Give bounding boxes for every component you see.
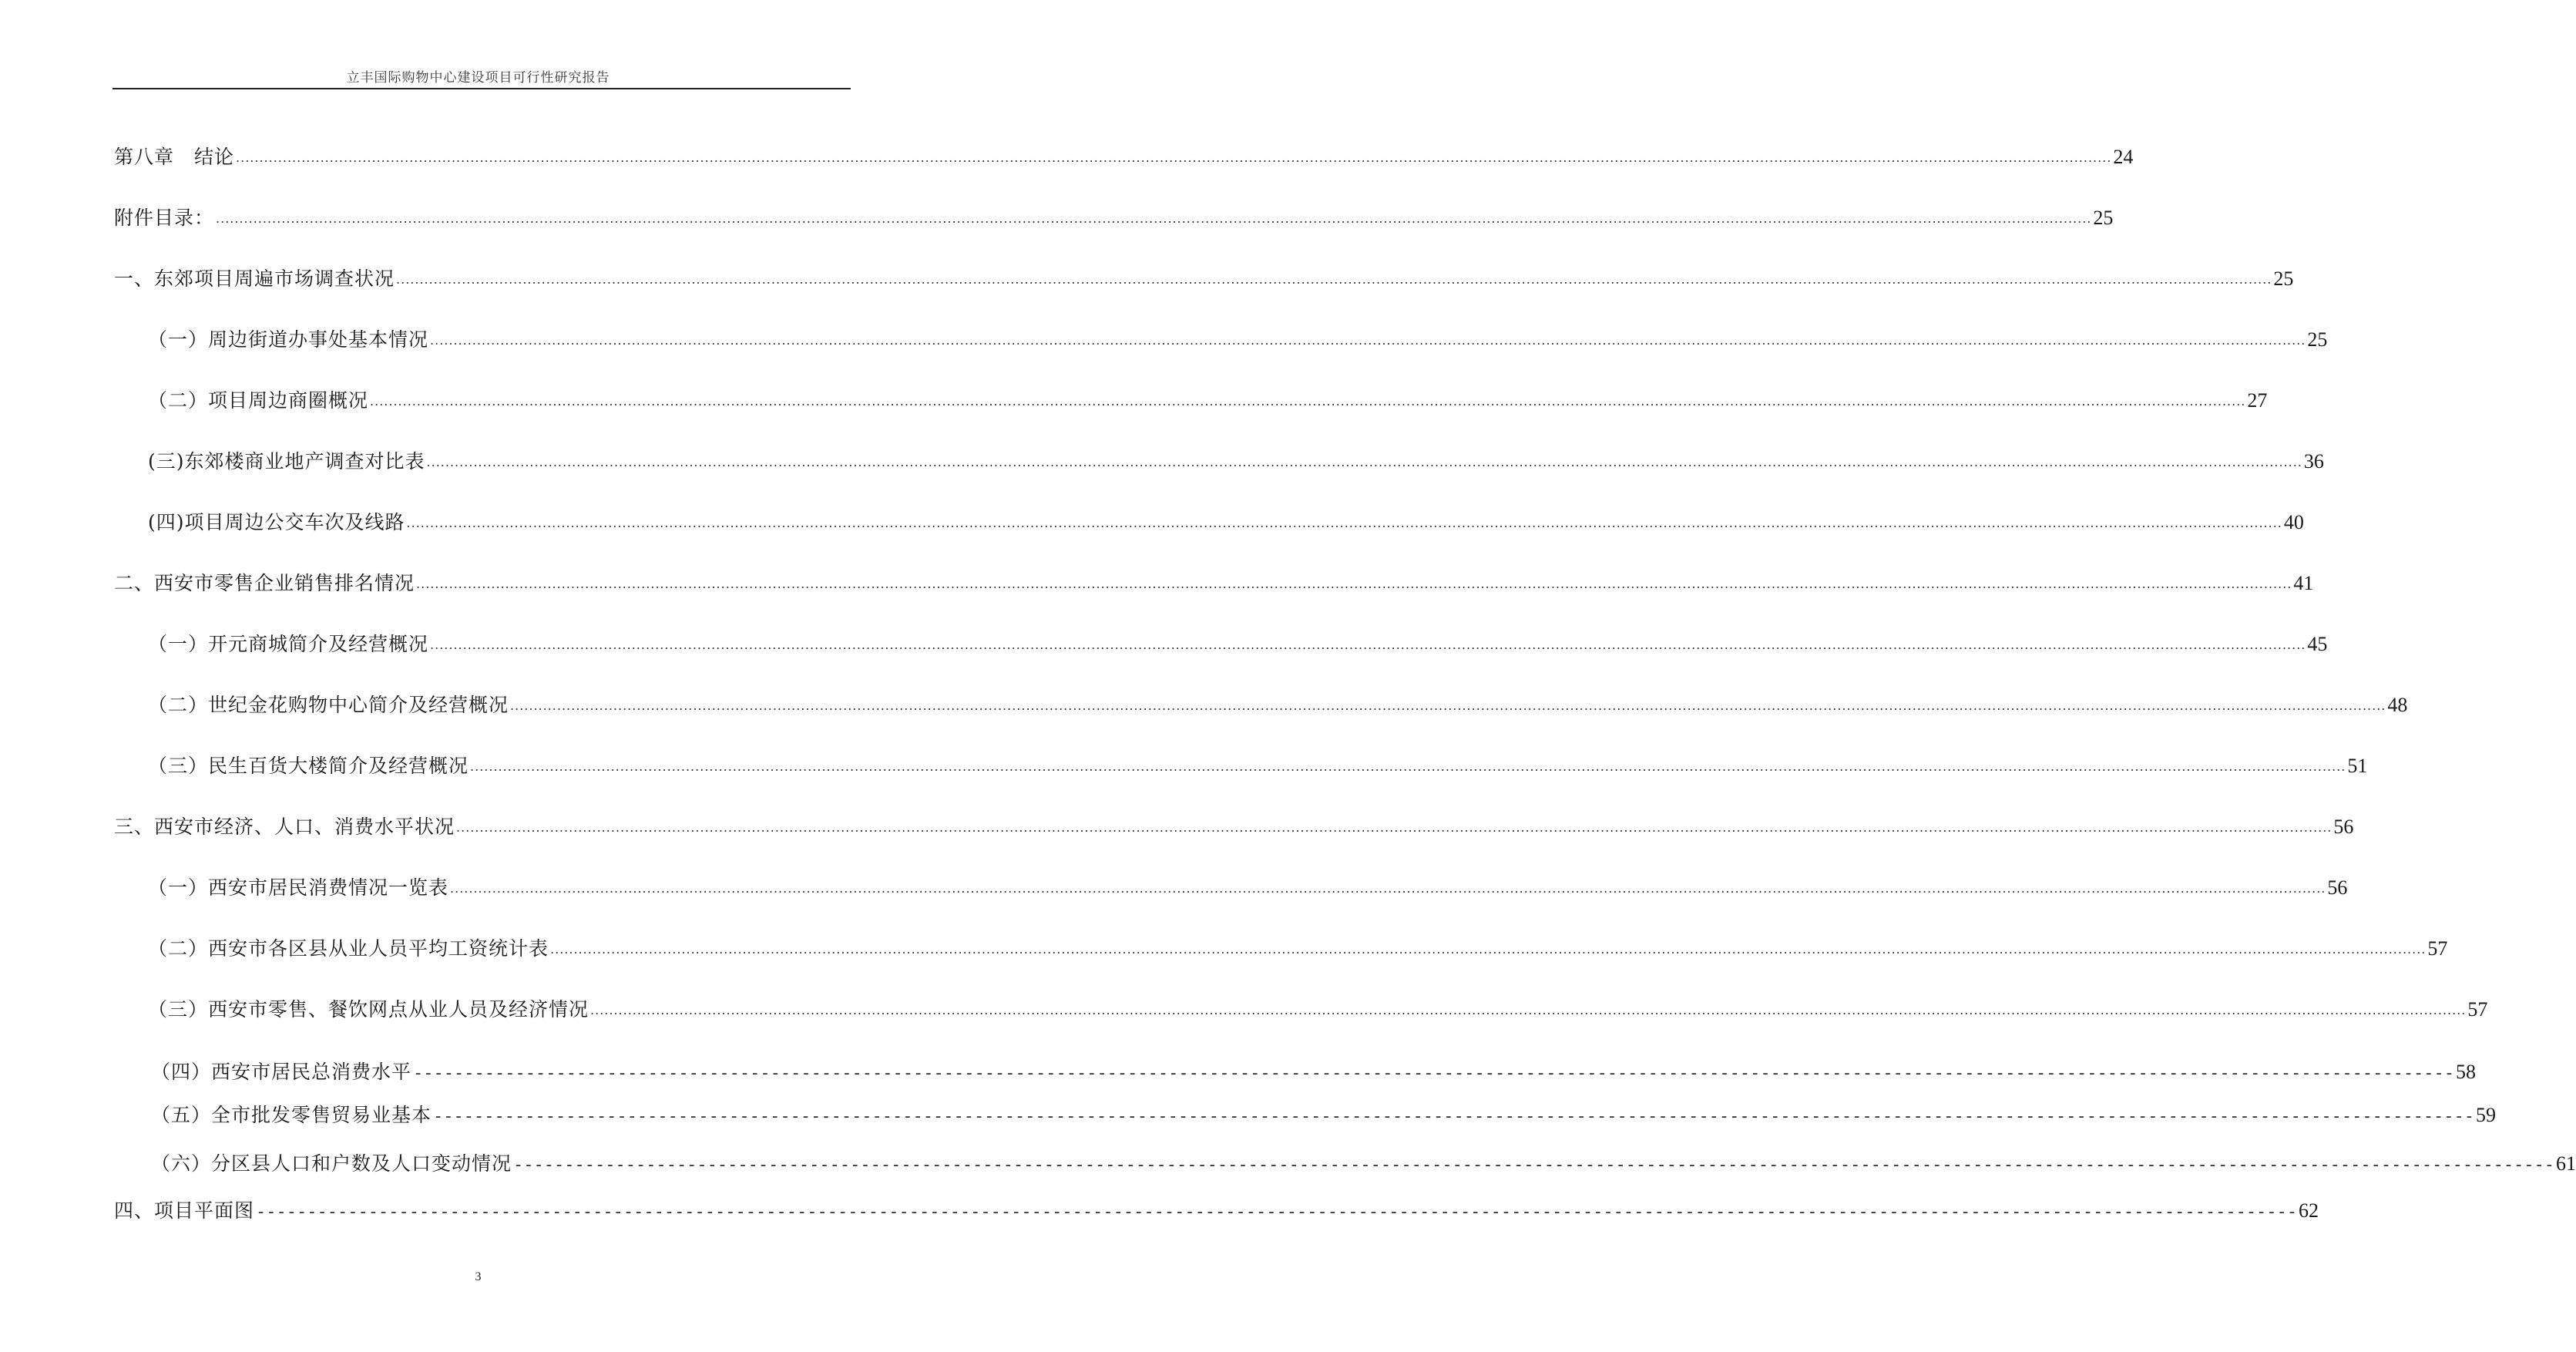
toc-entry-label: （一）周边街道办事处基本情况 xyxy=(148,328,429,351)
toc-entry[interactable] xyxy=(148,449,2324,477)
toc-entry-label: 一、东郊项目周遍市场调查状况 xyxy=(114,267,395,290)
toc-entry-label: （六）分区县人口和户数及人口变动情况 xyxy=(151,1152,512,1175)
toc-entry-label: 四、项目平面图 xyxy=(114,1199,255,1222)
toc-entry-label: （三）民生百货大楼简介及经营概况 xyxy=(148,755,469,777)
toc-leader: -------------------------------------------------------------------------------------------------------------------------------------------------------------------------------------------------------- xyxy=(413,1064,2455,1083)
toc-entry-page: 24 xyxy=(2113,146,2134,168)
header-rule xyxy=(113,88,851,89)
toc-entry[interactable] xyxy=(148,875,2348,903)
toc-entry-page: 27 xyxy=(2247,389,2268,412)
toc-entry[interactable] xyxy=(148,510,2304,538)
toc-entry-page: 56 xyxy=(2327,876,2348,899)
toc-entry[interactable] xyxy=(148,631,2328,660)
toc-entry-page: 48 xyxy=(2387,694,2408,716)
toc-leader: ................................................................................................................................................................................................................................................................................................................................................................................................................ xyxy=(236,150,2112,165)
toc-leader: ................................................................................................................................................................................................................................................................................................................................................................................................................ xyxy=(456,820,2333,835)
toc-leader: ................................................................................................................................................................................................................................................................................................................................................................................................................ xyxy=(470,759,2346,774)
toc-entry-label: 三、西安市经济、人口、消费水平状况 xyxy=(114,816,455,838)
toc-entry-page: 57 xyxy=(2427,937,2448,960)
toc-entry-label: （三）西安市零售、餐饮网点从业人员及经济情况 xyxy=(148,998,589,1021)
toc-entry-page: 25 xyxy=(2093,207,2114,229)
toc-entry-label: （一）西安市居民消费情况一览表 xyxy=(148,876,449,899)
toc-entry-page: 25 xyxy=(2307,328,2328,351)
toc-entry[interactable] xyxy=(151,1059,2477,1087)
toc-entry-page: 45 xyxy=(2307,633,2328,655)
toc-entry[interactable] xyxy=(148,753,2368,782)
toc-entry-page: 57 xyxy=(2467,998,2488,1021)
toc-entry-label: (三)东郊楼商业地产调查对比表 xyxy=(148,450,425,473)
toc-leader: ................................................................................................................................................................................................................................................................................................................................................................................................................ xyxy=(550,942,2427,957)
toc-entry-label: 二、西安市零售企业销售排名情况 xyxy=(114,572,415,594)
toc-entry-page: 36 xyxy=(2303,450,2324,473)
toc-entry-label: （二）项目周边商圈概况 xyxy=(148,389,369,412)
toc-entry-page: 25 xyxy=(2273,267,2294,290)
toc-leader: ................................................................................................................................................................................................................................................................................................................................................................................................................ xyxy=(450,881,2326,896)
toc-entry-label: （一）开元商城简介及经营概况 xyxy=(148,633,429,655)
toc-entry[interactable] xyxy=(114,570,2314,599)
toc-leader: ................................................................................................................................................................................................................................................................................................................................................................................................................ xyxy=(510,698,2386,713)
toc-leader: -------------------------------------------------------------------------------------------------------------------------------------------------------------------------------------------------------- xyxy=(433,1107,2475,1126)
toc-leader: ................................................................................................................................................................................................................................................................................................................................................................................................................ xyxy=(430,333,2306,348)
toc-leader: -------------------------------------------------------------------------------------------------------------------------------------------------------------------------------------------------------- xyxy=(513,1155,2555,1175)
toc-leader: ................................................................................................................................................................................................................................................................................................................................................................................................................ xyxy=(406,516,2282,530)
toc-leader: ................................................................................................................................................................................................................................................................................................................................................................................................................ xyxy=(430,637,2306,652)
toc-entry-page: 51 xyxy=(2347,755,2368,777)
toc-entry-label: （五）全市批发零售贸易业基本 xyxy=(151,1104,432,1126)
toc-entry[interactable] xyxy=(151,1151,2576,1179)
toc-entry-page: 58 xyxy=(2456,1061,2477,1083)
toc-leader: ................................................................................................................................................................................................................................................................................................................................................................................................................ xyxy=(216,211,2092,226)
toc-entry-label: 附件目录： xyxy=(114,207,215,229)
toc-leader: ................................................................................................................................................................................................................................................................................................................................................................................................................ xyxy=(396,272,2272,287)
toc-entry[interactable] xyxy=(114,814,2354,842)
toc-entry-page: 41 xyxy=(2293,572,2314,594)
toc-entry-page: 62 xyxy=(2299,1199,2319,1222)
toc-leader: ................................................................................................................................................................................................................................................................................................................................................................................................................ xyxy=(370,394,2246,409)
toc-entry[interactable] xyxy=(151,1102,2497,1130)
toc-entry[interactable] xyxy=(114,205,2114,234)
toc-leader: ................................................................................................................................................................................................................................................................................................................................................................................................................ xyxy=(426,455,2302,469)
toc-entry-label: 第八章 结论 xyxy=(114,146,235,168)
toc-entry-label: （二）西安市各区县从业人员平均工资统计表 xyxy=(148,937,549,960)
toc-entry[interactable] xyxy=(148,692,2408,721)
toc-entry[interactable] xyxy=(148,997,2488,1025)
toc-entry-label: （四）西安市居民总消费水平 xyxy=(151,1061,412,1083)
toc-entry[interactable] xyxy=(114,144,2134,173)
toc-entry-label: (四)项目周边公交车次及线路 xyxy=(148,511,405,533)
toc-entry[interactable] xyxy=(148,327,2328,355)
page-number: 3 xyxy=(475,1270,482,1283)
toc-entry-label: （二）世纪金花购物中心简介及经营概况 xyxy=(148,694,509,716)
toc-entry-page: 61 xyxy=(2556,1152,2576,1175)
toc-entry-page: 40 xyxy=(2283,511,2304,533)
toc-entry-page: 59 xyxy=(2476,1104,2497,1126)
toc-entry[interactable] xyxy=(114,1198,2319,1226)
toc-entry[interactable] xyxy=(148,936,2448,964)
toc-leader: ................................................................................................................................................................................................................................................................................................................................................................................................................ xyxy=(416,577,2292,591)
toc-leader: ................................................................................................................................................................................................................................................................................................................................................................................................................ xyxy=(590,1003,2467,1017)
toc-entry[interactable] xyxy=(148,388,2268,416)
toc-entry-page: 56 xyxy=(2333,816,2354,838)
toc-leader: -------------------------------------------------------------------------------------------------------------------------------------------------------------------------------------------------------- xyxy=(256,1202,2298,1222)
toc-entry[interactable] xyxy=(114,266,2294,294)
running-header: 立丰国际购物中心建设项目可行性研究报告 xyxy=(346,70,610,86)
